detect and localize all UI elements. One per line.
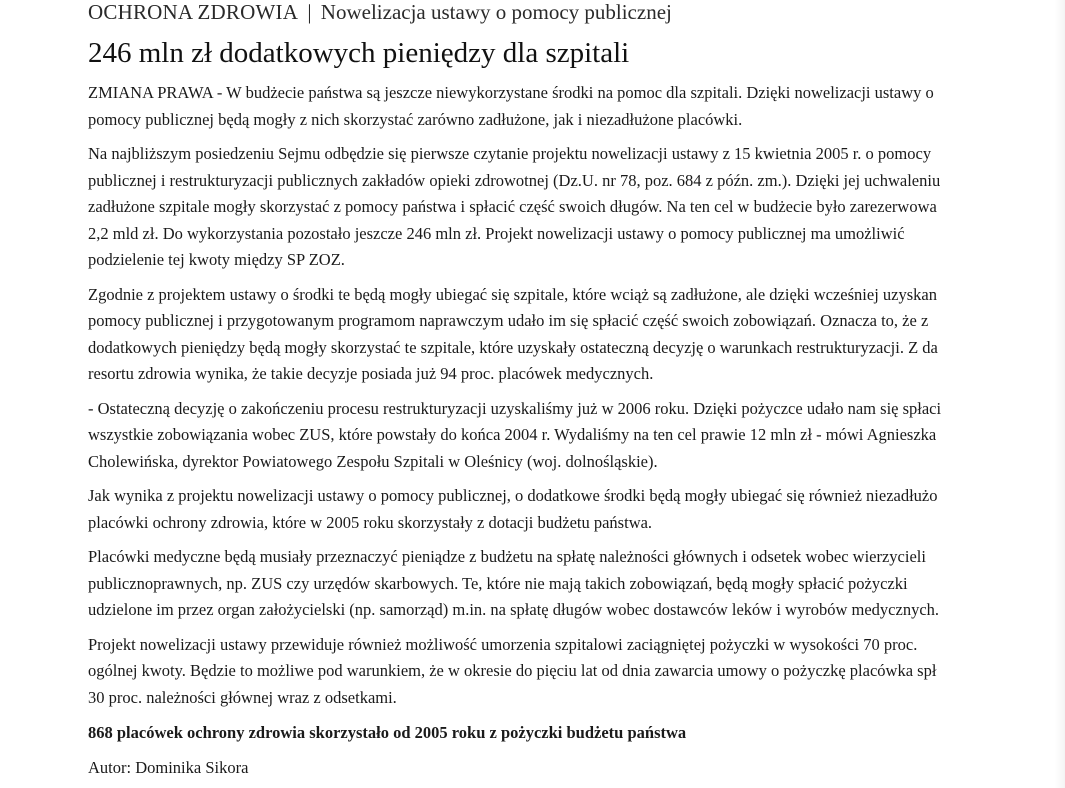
body-paragraph — [88, 544, 1065, 624]
paragraph-line: Na najbliższym posiedzeniu Sejmu odbędzie się pierwsze czytanie projektu nowelizacji ustawy z 15 kwietnia 2005 r. o pomocy — [88, 144, 932, 163]
paragraph-line: Zgodnie z projektem ustawy o środki te będą mogły ubiegać się szpitale, które wciąż są zadłużone, ale dzięki wcześniej uzyskan — [88, 284, 937, 304]
body-paragraph — [88, 282, 1065, 388]
paragraph-line: Projekt nowelizacji ustawy przewiduje również możliwość umorzenia szpitalowi zaciągniętej pożyczki w wysokości 70 proc. — [88, 634, 918, 654]
paragraph-line: pomocy publicznej będą mogły z nich skorzystać zarówno zadłużone, jak i niezadłużone placówki. — [88, 109, 743, 129]
paragraph-line: pomocy publicznej i przygotowanym programom naprawczym udało im się spłacić część swoich zobowiązań. Oznacza to, że z — [88, 311, 929, 330]
lead-paragraph — [88, 80, 1065, 133]
body-paragraph — [88, 632, 1065, 712]
paragraph-line: publicznoprawnych, np. ZUS czy urzędów skarbowych. Te, które nie mają takich zobowiązań, będą mogły spłacić pożyczki — [88, 573, 908, 593]
paragraph-line: Jak wynika z projektu nowelizacji ustawy o pomocy publicznej, o dodatkowe środki będą mogły ubiegać się również niezadłużo — [88, 486, 938, 505]
paragraph-line: publicznej i restrukturyzacji publicznych zakładów opieki zdrowotnej (Dz.U. nr 78, poz. 684 z późn. zm.). Dzięki jej uchwaleniu — [88, 170, 941, 190]
bold-note: 868 placówek ochrony zdrowia skorzystało od 2005 roku z pożyczki budżetu państwa — [88, 723, 687, 742]
paragraph-line: wszystkie zobowiązania wobec ZUS, które powstały do końca 2004 r. Wydaliśmy na ten cel prawie 12 mln zł - mówi Agnieszka — [88, 425, 937, 444]
paragraph-line: 30 proc. należności głównej wraz z odsetkami. — [88, 687, 397, 707]
article-kicker — [88, 0, 1065, 24]
paragraph-line: ogólnej kwoty. Będzie to możliwe pod warunkiem, że w okresie do pięciu lat od dnia zawarcia umowy o pożyczkę placówka spł — [88, 661, 937, 680]
paragraph-line: resortu zdrowia wynika, że takie decyzje posiada już 94 proc. placówek medycznych. — [88, 364, 654, 383]
paragraph-line: ZMIANA PRAWA - W budżecie państwa są jeszcze niewykorzystane środki na pomoc dla szpitali. Dzięki nowelizacji ustawy o — [88, 83, 934, 102]
paragraph-line: Placówki medyczne będą musiały przeznaczyć pieniądze z budżetu na spłatę należności głównych i odsetek wobec wierzycieli — [88, 547, 926, 566]
paragraph-line: dodatkowych pieniędzy będą mogły skorzystać te szpitale, które uzyskały ostateczną decyzję o warunkach restrukturyzacji. Z da — [88, 337, 938, 357]
body-paragraph — [88, 483, 1065, 536]
paragraph-line: zadłużone szpitale mogły skorzystać z pomocy państwa i spłacić część swoich długów. Na ten cel w budżecie było zarezerwowa — [88, 197, 937, 216]
topic-label: Nowelizacja ustawy o pomocy publicznej — [320, 0, 672, 24]
paragraph-line: udzielone im przez organ założycielski (np. samorząd) m.in. na spłatę długów wobec dostawców leków i wyrobów medycznych. — [88, 600, 940, 619]
paragraph-line: 2,2 mld zł. Do wykorzystania pozostało jeszcze 246 mln zł. Projekt nowelizacji ustawy o pomocy publicznej ma umożliwić — [88, 223, 905, 243]
quote-paragraph — [88, 396, 1065, 476]
article-headline: 246 mln zł dodatkowych pieniędzy dla szpitali — [88, 37, 630, 69]
body-paragraph — [88, 141, 1065, 274]
article — [88, 0, 1065, 781]
kicker-separator: | — [307, 0, 312, 24]
article-author: Autor: Dominika Sikora — [88, 757, 249, 777]
page-edge-shadow — [1055, 0, 1065, 788]
paragraph-line: podzielenie tej kwoty między SP ZOZ. — [88, 250, 345, 269]
section-label: OCHRONA ZDROWIA — [88, 0, 299, 24]
paragraph-line: - Ostateczną decyzję o zakończeniu procesu restrukturyzacji uzyskaliśmy już w 2006 roku. Dzięki pożyczce udało nam się spłaci — [88, 398, 942, 418]
paragraph-line: placówki ochrony zdrowia, które w 2005 roku skorzystały z dotacji budżetu państwa. — [88, 512, 653, 532]
paragraph-line: Cholewińska, dyrektor Powiatowego Zespołu Szpitali w Oleśnicy (woj. dolnośląskie). — [88, 451, 658, 471]
